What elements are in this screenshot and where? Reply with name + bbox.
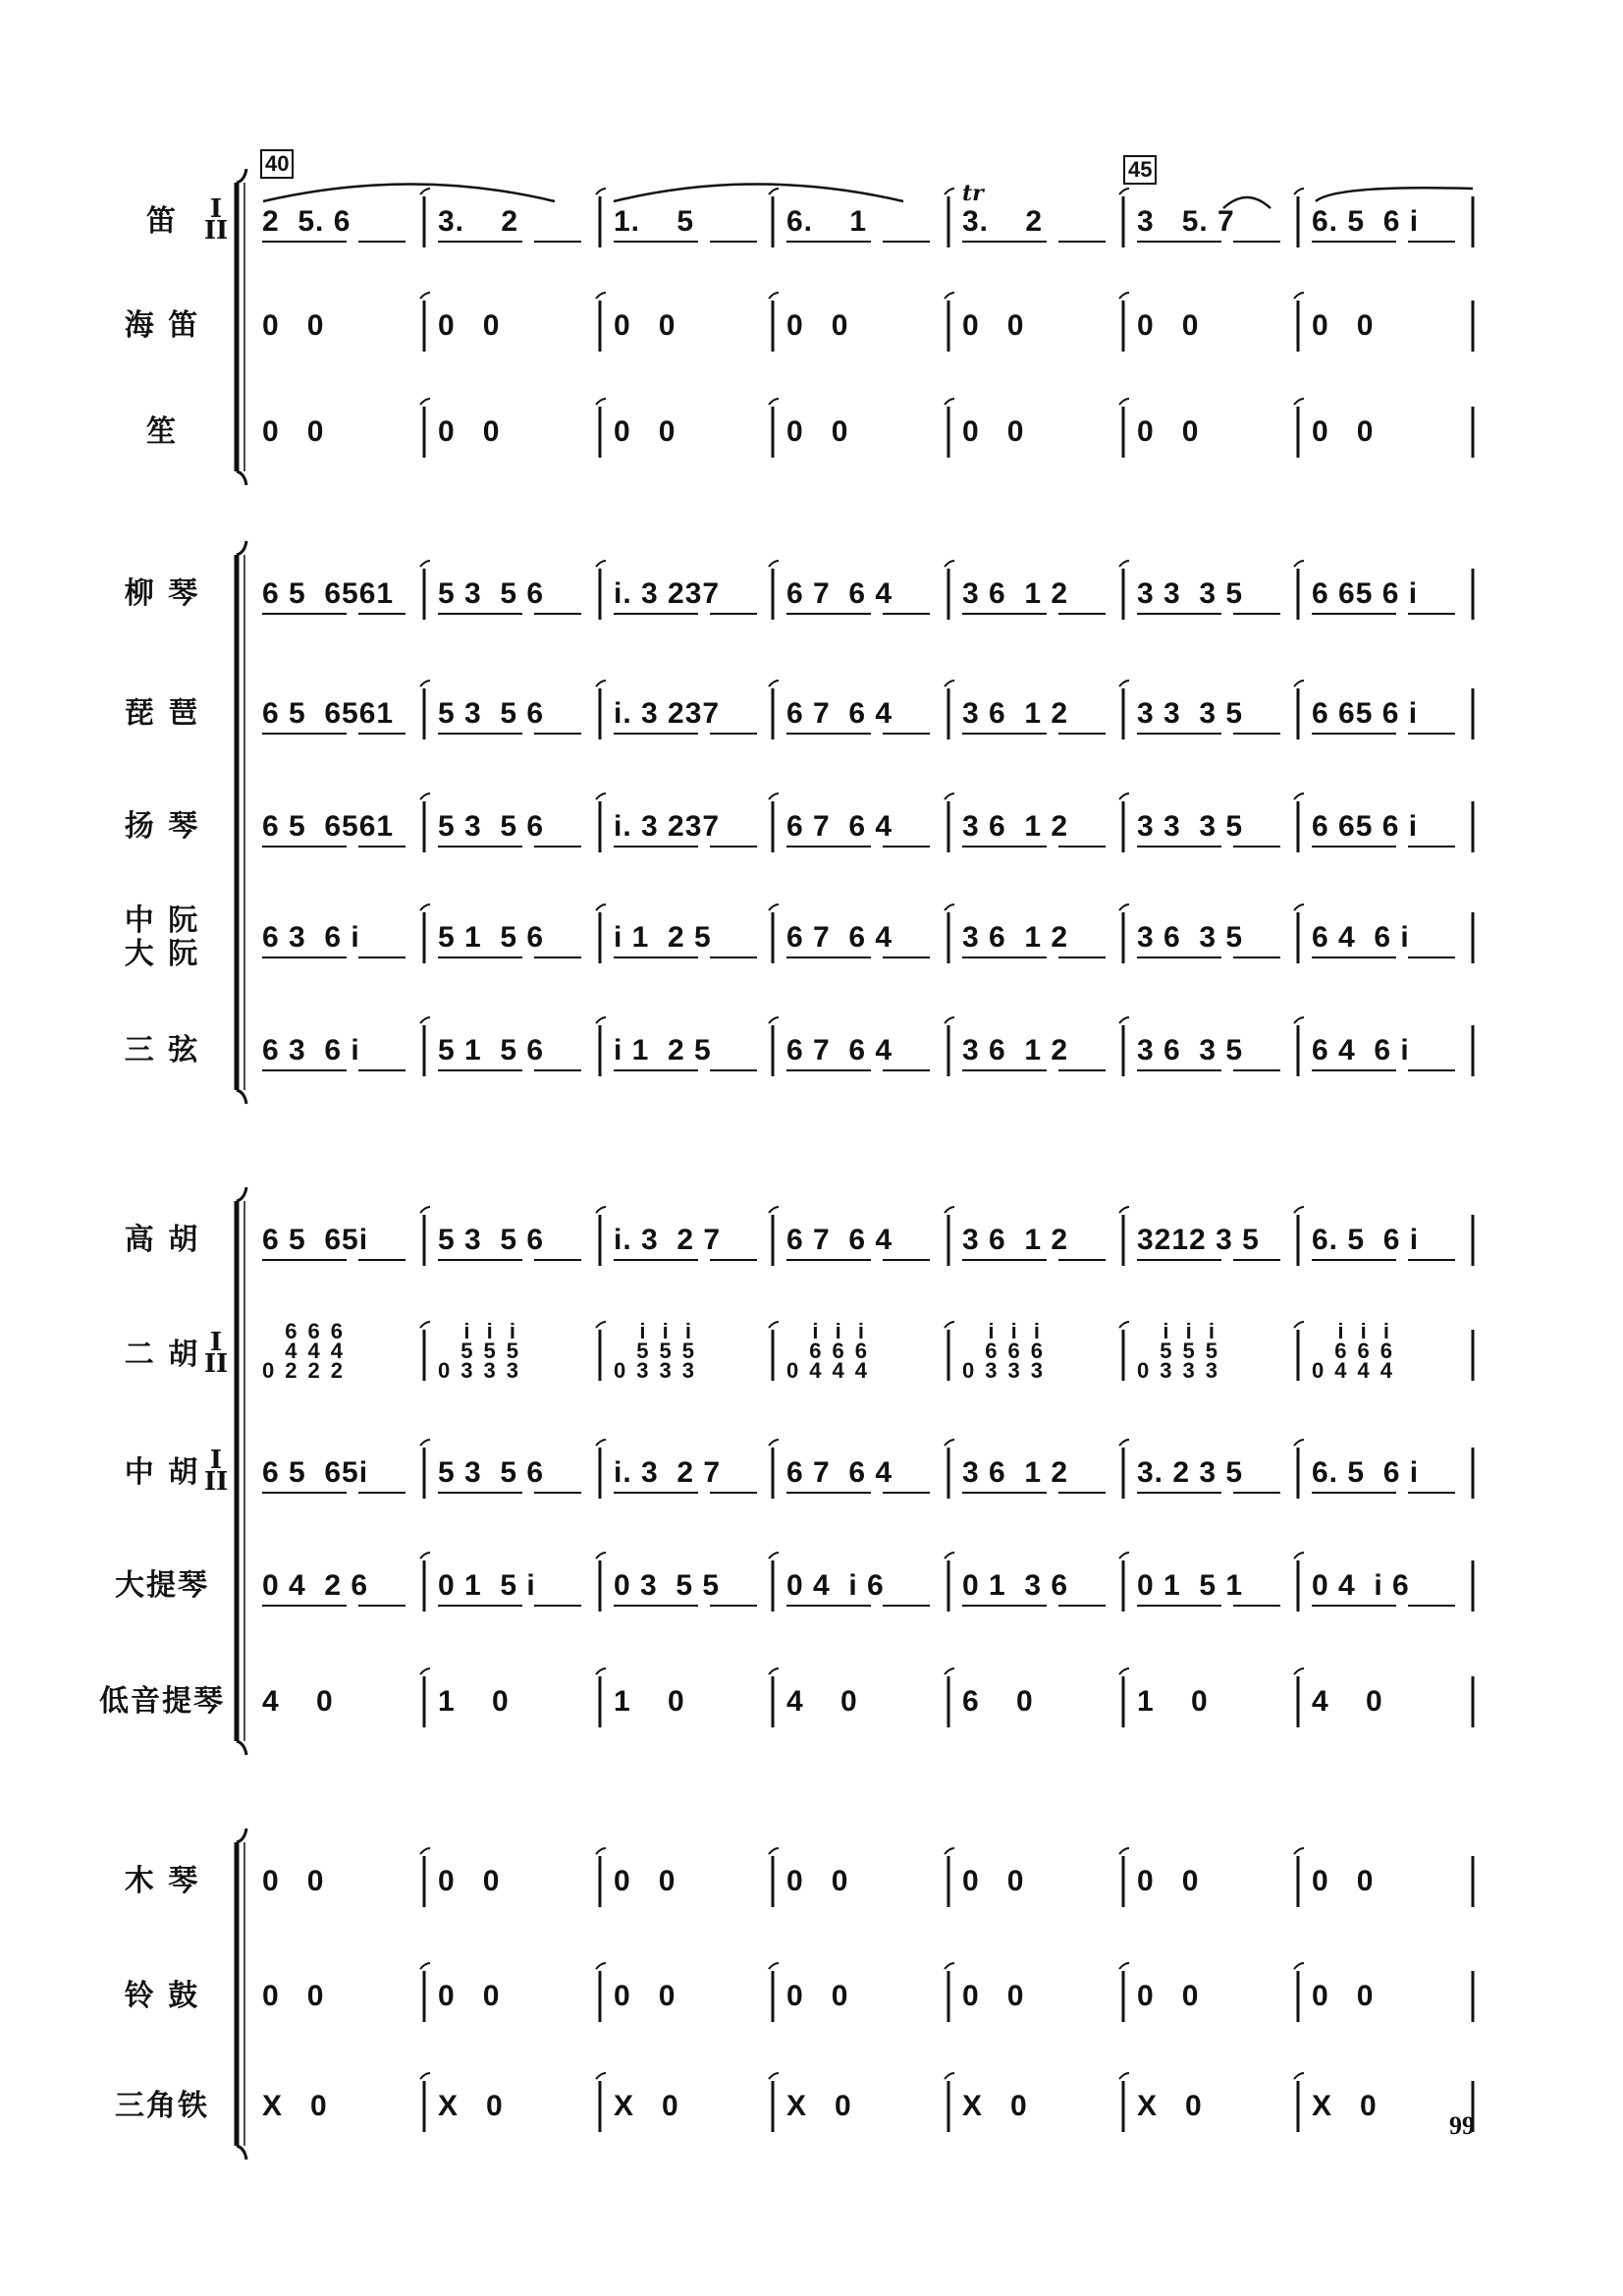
chord-stack: i 5 3 bbox=[681, 1319, 695, 1383]
instrument-name: 大提琴 bbox=[115, 1568, 209, 1603]
barline-hook bbox=[420, 1017, 430, 1023]
chord-stack: i 6 4 bbox=[832, 1319, 845, 1383]
barline-hook bbox=[945, 2073, 954, 2079]
barline-hook bbox=[769, 1848, 779, 1854]
chord-stack: 0 bbox=[262, 1358, 276, 1383]
measure-notes: 0 0 bbox=[786, 415, 849, 448]
measure-notes: 0 4 i 6 bbox=[786, 1569, 885, 1602]
measure-notes: i 1 2 5 bbox=[614, 921, 712, 954]
barline-hook bbox=[945, 399, 954, 405]
chord-stack: i 5 3 bbox=[636, 1319, 650, 1383]
measure-notes: 1. 5 bbox=[614, 205, 695, 238]
measure-notes: 1 0 bbox=[614, 1685, 685, 1718]
measure-notes: 0 0 bbox=[1312, 309, 1375, 342]
chord-stack: i 5 3 bbox=[659, 1319, 673, 1383]
measure-notes: 5 3 5 6 bbox=[438, 577, 545, 610]
bracket-hook bbox=[237, 1829, 246, 1842]
measure-notes: 6 3 6 i bbox=[262, 1034, 360, 1066]
barline-hook bbox=[596, 561, 606, 567]
barline-hook bbox=[769, 1440, 779, 1446]
measure-notes: 6 5 6561 bbox=[262, 697, 395, 730]
chord-stack: i 6 4 bbox=[854, 1319, 868, 1383]
barline-hook bbox=[769, 1553, 779, 1558]
measure-notes: 0 4 2 6 bbox=[262, 1569, 369, 1602]
measure-notes: 3 5. 7 bbox=[1137, 205, 1235, 238]
chord-stack: 0 bbox=[786, 1358, 800, 1383]
barline-hook bbox=[420, 399, 430, 405]
measure-notes bbox=[786, 1319, 868, 1383]
measure-notes: 1 0 bbox=[1137, 1685, 1209, 1718]
barline-hook bbox=[769, 399, 779, 405]
barline-hook bbox=[1119, 1207, 1129, 1213]
barline-hook bbox=[769, 1322, 779, 1328]
measure-notes: 3 3 3 5 bbox=[1137, 577, 1244, 610]
measure-notes: 6. 5 6 i bbox=[1312, 1224, 1420, 1256]
measure-notes bbox=[1137, 1319, 1218, 1383]
barline-hook bbox=[596, 793, 606, 799]
measure-notes: 0 0 bbox=[962, 1865, 1025, 1897]
measure-notes: 3 3 3 5 bbox=[1137, 810, 1244, 843]
measure-notes: 4 0 bbox=[262, 1685, 334, 1718]
barline-hook bbox=[945, 1553, 954, 1558]
chord-stack: i 6 4 bbox=[1334, 1319, 1348, 1383]
measure-notes: 3 6 1 2 bbox=[962, 577, 1069, 610]
part-numerals: I II bbox=[203, 1446, 229, 1497]
measure-notes: X 0 bbox=[962, 2090, 1028, 2122]
measure-notes: i. 3 237 bbox=[614, 810, 721, 843]
measure-notes: 6 4 6 i bbox=[1312, 1034, 1410, 1066]
barline-hook bbox=[596, 904, 606, 910]
barline-hook bbox=[769, 189, 779, 194]
measure-notes bbox=[962, 1319, 1044, 1383]
barline-hook bbox=[1119, 904, 1129, 910]
measure-notes: 0 0 bbox=[786, 309, 849, 342]
barline-hook bbox=[769, 561, 779, 567]
barline-hook bbox=[420, 1553, 430, 1558]
barline-hook bbox=[945, 293, 954, 299]
barline-hook bbox=[945, 189, 954, 194]
barline-hook bbox=[1294, 1207, 1304, 1213]
measure-notes: 6 4 6 i bbox=[1312, 921, 1410, 954]
measure-notes: 2 5. 6 bbox=[262, 205, 352, 238]
measure-notes: 6 0 bbox=[962, 1685, 1034, 1718]
measure-notes: X 0 bbox=[438, 2090, 504, 2122]
barline-hook bbox=[1119, 1017, 1129, 1023]
measure-notes: 6 5 65i bbox=[262, 1224, 369, 1256]
part-numerals: I II bbox=[203, 194, 229, 246]
measure-notes: 0 0 bbox=[262, 1980, 325, 2012]
measure-notes: 0 0 bbox=[1312, 1865, 1375, 1897]
measure-notes: 0 0 bbox=[614, 309, 676, 342]
barline-hook bbox=[420, 1440, 430, 1446]
barline-hook bbox=[769, 1668, 779, 1674]
slur bbox=[263, 185, 555, 202]
measure-notes: i. 3 2 7 bbox=[614, 1456, 722, 1489]
barline-hook bbox=[1294, 1322, 1304, 1328]
measure-notes: 0 1 3 6 bbox=[962, 1569, 1069, 1602]
barline-hook bbox=[1119, 399, 1129, 405]
chord-stack: 0 bbox=[438, 1358, 452, 1383]
instrument-name: 柳 琴 bbox=[124, 576, 200, 611]
instrument-name: 中 阮 大 阮 bbox=[124, 903, 200, 971]
barline-hook bbox=[420, 1848, 430, 1854]
barline-hook bbox=[1294, 793, 1304, 799]
trill-mark: tr bbox=[962, 181, 984, 206]
chord-stack: i 6 4 bbox=[1357, 1319, 1371, 1383]
instrument-name: 高 胡 bbox=[124, 1223, 200, 1257]
barline-hook bbox=[1119, 2073, 1129, 2079]
measure-notes: 6 65 6 i bbox=[1312, 810, 1419, 843]
barline-hook bbox=[769, 293, 779, 299]
measure-notes: 3. 2 3 5 bbox=[1137, 1456, 1244, 1489]
measure-notes: 6 7 6 4 bbox=[786, 810, 893, 843]
barline-hook bbox=[769, 2073, 779, 2079]
barline-hook bbox=[420, 293, 430, 299]
measure-notes: 0 0 bbox=[614, 415, 676, 448]
measure-notes: 0 0 bbox=[962, 415, 1025, 448]
instrument-name: 铃 鼓 bbox=[124, 1979, 200, 2013]
bracket-hook bbox=[237, 541, 246, 555]
barline-hook bbox=[420, 1963, 430, 1969]
measure-notes: 5 3 5 6 bbox=[438, 697, 545, 730]
measure-notes: 0 3 5 5 bbox=[614, 1569, 721, 1602]
instrument-name: 笙 bbox=[146, 414, 178, 449]
barline-hook bbox=[1294, 561, 1304, 567]
barline-hook bbox=[1119, 561, 1129, 567]
measure-notes: i. 3 2 7 bbox=[614, 1224, 722, 1256]
measure-notes: 0 0 bbox=[438, 1865, 501, 1897]
barline-hook bbox=[1119, 1322, 1129, 1328]
bracket-hook bbox=[237, 1090, 246, 1104]
barline-hook bbox=[769, 1963, 779, 1969]
barline-hook bbox=[1119, 1668, 1129, 1674]
measure-notes: X 0 bbox=[614, 2090, 679, 2122]
measure-notes: 6 5 65i bbox=[262, 1456, 369, 1489]
measure-notes: 3 6 1 2 bbox=[962, 921, 1069, 954]
barline-hook bbox=[596, 1207, 606, 1213]
barline-hook bbox=[420, 2073, 430, 2079]
measure-notes: 3 6 3 5 bbox=[1137, 921, 1244, 954]
barline-hook bbox=[1119, 681, 1129, 686]
instrument-name: 琵 琶 bbox=[124, 696, 200, 731]
barline-hook bbox=[420, 793, 430, 799]
chord-stack: i 5 3 bbox=[483, 1319, 497, 1383]
barline-hook bbox=[596, 1963, 606, 1969]
measure-notes: 0 1 5 i bbox=[438, 1569, 536, 1602]
measure-notes: 6 7 6 4 bbox=[786, 697, 893, 730]
measure-notes: 5 3 5 6 bbox=[438, 1456, 545, 1489]
barline-hook bbox=[769, 1207, 779, 1213]
barline-hook bbox=[945, 904, 954, 910]
chord-stack: 0 bbox=[962, 1358, 976, 1383]
barline-hook bbox=[945, 1848, 954, 1854]
barline-hook bbox=[596, 293, 606, 299]
barline-hook bbox=[945, 681, 954, 686]
measure-notes: 6 5 6561 bbox=[262, 577, 395, 610]
chord-stack: i 6 3 bbox=[985, 1319, 999, 1383]
measure-notes: 6 7 6 4 bbox=[786, 1034, 893, 1066]
measure-notes bbox=[614, 1319, 695, 1383]
measure-notes: 5 1 5 6 bbox=[438, 921, 545, 954]
barline-hook bbox=[1119, 293, 1129, 299]
measure-notes: 0 1 5 1 bbox=[1137, 1569, 1244, 1602]
chord-stack: 0 bbox=[1137, 1358, 1151, 1383]
chord-stack: 6 4 2 bbox=[307, 1319, 321, 1383]
chord-stack: 6 4 2 bbox=[285, 1319, 298, 1383]
barline-hook bbox=[1294, 1440, 1304, 1446]
instrument-name: 三 弦 bbox=[124, 1033, 200, 1067]
barline-hook bbox=[596, 1017, 606, 1023]
measure-notes: 6. 5 6 i bbox=[1312, 205, 1420, 238]
measure-notes: X 0 bbox=[1312, 2090, 1378, 2122]
barline-hook bbox=[596, 1848, 606, 1854]
barline-hook bbox=[945, 561, 954, 567]
barline-hook bbox=[945, 1668, 954, 1674]
instrument-name: 低音提琴 bbox=[99, 1684, 225, 1719]
barline-hook bbox=[1294, 2073, 1304, 2079]
measure-notes: 3 6 1 2 bbox=[962, 1034, 1069, 1066]
barline-hook bbox=[596, 399, 606, 405]
barline-hook bbox=[945, 1017, 954, 1023]
bracket-hook bbox=[237, 2146, 246, 2159]
bracket-hook bbox=[237, 169, 246, 183]
chord-stack: i 6 4 bbox=[1380, 1319, 1393, 1383]
measure-notes: 0 0 bbox=[1312, 1980, 1375, 2012]
barline-hook bbox=[945, 1322, 954, 1328]
slur bbox=[1316, 188, 1473, 201]
chord-stack: 6 4 2 bbox=[330, 1319, 344, 1383]
barline-hook bbox=[596, 1668, 606, 1674]
measure-notes: 6 7 6 4 bbox=[786, 1224, 893, 1256]
measure-notes: 6 65 6 i bbox=[1312, 697, 1419, 730]
chord-stack: i 6 3 bbox=[1030, 1319, 1044, 1383]
instrument-name: 扬 琴 bbox=[124, 809, 200, 844]
measure-notes: 4 0 bbox=[786, 1685, 858, 1718]
barline-hook bbox=[1294, 1963, 1304, 1969]
barline-hook bbox=[769, 904, 779, 910]
chord-stack: i 5 3 bbox=[1160, 1319, 1173, 1383]
instrument-name: 二 胡 bbox=[124, 1338, 200, 1372]
instrument-name: 笛 bbox=[146, 204, 178, 239]
measure-notes: 1 0 bbox=[438, 1685, 510, 1718]
measure-notes: 5 3 5 6 bbox=[438, 1224, 545, 1256]
barline-hook bbox=[596, 1553, 606, 1558]
barline-hook bbox=[1119, 793, 1129, 799]
measure-notes: 5 1 5 6 bbox=[438, 1034, 545, 1066]
barline-hook bbox=[1119, 1963, 1129, 1969]
measure-notes: 0 0 bbox=[614, 1980, 676, 2012]
measure-notes: X 0 bbox=[262, 2090, 328, 2122]
measure-notes: 3. 2 bbox=[438, 205, 519, 238]
barline-hook bbox=[769, 681, 779, 686]
measure-notes: 3 6 1 2 bbox=[962, 1456, 1069, 1489]
slur bbox=[614, 185, 903, 202]
measure-notes: 0 0 bbox=[438, 415, 501, 448]
measure-notes bbox=[262, 1319, 344, 1383]
chord-stack: 0 bbox=[614, 1358, 627, 1383]
bracket-hook bbox=[237, 471, 246, 485]
chord-stack: i 5 3 bbox=[1205, 1319, 1218, 1383]
measure-notes: 6 7 6 4 bbox=[786, 1456, 893, 1489]
bracket-hook bbox=[237, 1187, 246, 1201]
measure-notes: X 0 bbox=[786, 2090, 852, 2122]
chord-stack: i 5 3 bbox=[1182, 1319, 1196, 1383]
measure-notes: 0 0 bbox=[1312, 415, 1375, 448]
measure-notes: 0 0 bbox=[962, 1980, 1025, 2012]
barline-hook bbox=[420, 681, 430, 686]
measure-notes: 3 6 3 5 bbox=[1137, 1034, 1244, 1066]
measure-notes: 6. 5 6 i bbox=[1312, 1456, 1420, 1489]
chord-stack: 0 bbox=[1312, 1358, 1325, 1383]
barline-hook bbox=[1294, 399, 1304, 405]
measure-notes: 0 0 bbox=[262, 1865, 325, 1897]
barline-hook bbox=[596, 1440, 606, 1446]
measure-notes: 0 0 bbox=[438, 309, 501, 342]
measure-notes: 0 4 i 6 bbox=[1312, 1569, 1410, 1602]
barline-hook bbox=[769, 793, 779, 799]
measure-notes: 3 6 1 2 bbox=[962, 1224, 1069, 1256]
measure-notes: 3212 3 5 bbox=[1137, 1224, 1260, 1256]
measure-notes: 3 6 1 2 bbox=[962, 697, 1069, 730]
instrument-name: 中 胡 bbox=[124, 1455, 200, 1490]
measure-notes: 4 0 bbox=[1312, 1685, 1383, 1718]
measure-notes: 3 3 3 5 bbox=[1137, 697, 1244, 730]
measure-notes: 5 3 5 6 bbox=[438, 810, 545, 843]
barline-hook bbox=[1294, 293, 1304, 299]
barline-hook bbox=[420, 1207, 430, 1213]
rehearsal-mark: 45 bbox=[1123, 155, 1157, 185]
barline-hook bbox=[596, 1322, 606, 1328]
barline-hook bbox=[420, 1668, 430, 1674]
measure-notes: 0 0 bbox=[1137, 415, 1200, 448]
measure-notes: 0 0 bbox=[262, 415, 325, 448]
measure-notes: 6 65 6 i bbox=[1312, 577, 1419, 610]
measure-notes: X 0 bbox=[1137, 2090, 1203, 2122]
measure-notes: 0 0 bbox=[262, 309, 325, 342]
measure-notes bbox=[1312, 1319, 1393, 1383]
measure-notes: 6 7 6 4 bbox=[786, 577, 893, 610]
barline-hook bbox=[420, 561, 430, 567]
chord-stack: i 5 3 bbox=[460, 1319, 474, 1383]
barline-hook bbox=[945, 1440, 954, 1446]
measure-notes: 6 5 6561 bbox=[262, 810, 395, 843]
measure-notes: 0 0 bbox=[786, 1980, 849, 2012]
barline-hook bbox=[1294, 1668, 1304, 1674]
barline-hook bbox=[1294, 1553, 1304, 1558]
barline-hook bbox=[945, 793, 954, 799]
barline-hook bbox=[1119, 1440, 1129, 1446]
measure-notes: 0 0 bbox=[1137, 309, 1200, 342]
measure-notes: 3 6 1 2 bbox=[962, 810, 1069, 843]
barline-hook bbox=[945, 1963, 954, 1969]
measure-notes: 0 0 bbox=[786, 1865, 849, 1897]
measure-notes: 0 0 bbox=[1137, 1980, 1200, 2012]
barline-hook bbox=[1119, 189, 1129, 194]
barline-hook bbox=[420, 189, 430, 194]
barline-hook bbox=[420, 1322, 430, 1328]
barline-hook bbox=[1294, 1848, 1304, 1854]
part-numerals: I II bbox=[203, 1328, 229, 1379]
barline-hook bbox=[1119, 1553, 1129, 1558]
instrument-name: 木 琴 bbox=[124, 1864, 200, 1898]
measure-notes: 0 0 bbox=[1137, 1865, 1200, 1897]
barline-hook bbox=[1294, 1017, 1304, 1023]
barline-hook bbox=[945, 1207, 954, 1213]
measure-notes bbox=[438, 1319, 519, 1383]
measure-notes: i. 3 237 bbox=[614, 577, 721, 610]
chord-stack: i 5 3 bbox=[506, 1319, 519, 1383]
chord-stack: i 6 3 bbox=[1007, 1319, 1021, 1383]
page-number: 99 bbox=[1449, 2111, 1475, 2140]
measure-notes: 3. 2 bbox=[962, 205, 1044, 238]
measure-notes: 6 3 6 i bbox=[262, 921, 360, 954]
barline-hook bbox=[1294, 189, 1304, 194]
bracket-hook bbox=[237, 1741, 246, 1755]
measure-notes: 6 7 6 4 bbox=[786, 921, 893, 954]
instrument-name: 三角铁 bbox=[115, 2089, 209, 2123]
measure-notes: 0 0 bbox=[438, 1980, 501, 2012]
barline-hook bbox=[596, 681, 606, 686]
measure-notes: i 1 2 5 bbox=[614, 1034, 712, 1066]
measure-notes: 6. 1 bbox=[786, 205, 868, 238]
barline-hook bbox=[769, 1017, 779, 1023]
measure-notes: 0 0 bbox=[962, 309, 1025, 342]
rehearsal-mark: 40 bbox=[260, 149, 294, 179]
barline-hook bbox=[1294, 681, 1304, 686]
barline-hook bbox=[596, 189, 606, 194]
instrument-name: 海 笛 bbox=[124, 308, 200, 343]
measure-notes: 0 0 bbox=[614, 1865, 676, 1897]
chord-stack: i 6 4 bbox=[809, 1319, 823, 1383]
measure-notes: i. 3 237 bbox=[614, 697, 721, 730]
barline-hook bbox=[1119, 1848, 1129, 1854]
barline-hook bbox=[596, 2073, 606, 2079]
barline-hook bbox=[1294, 904, 1304, 910]
barline-hook bbox=[420, 904, 430, 910]
